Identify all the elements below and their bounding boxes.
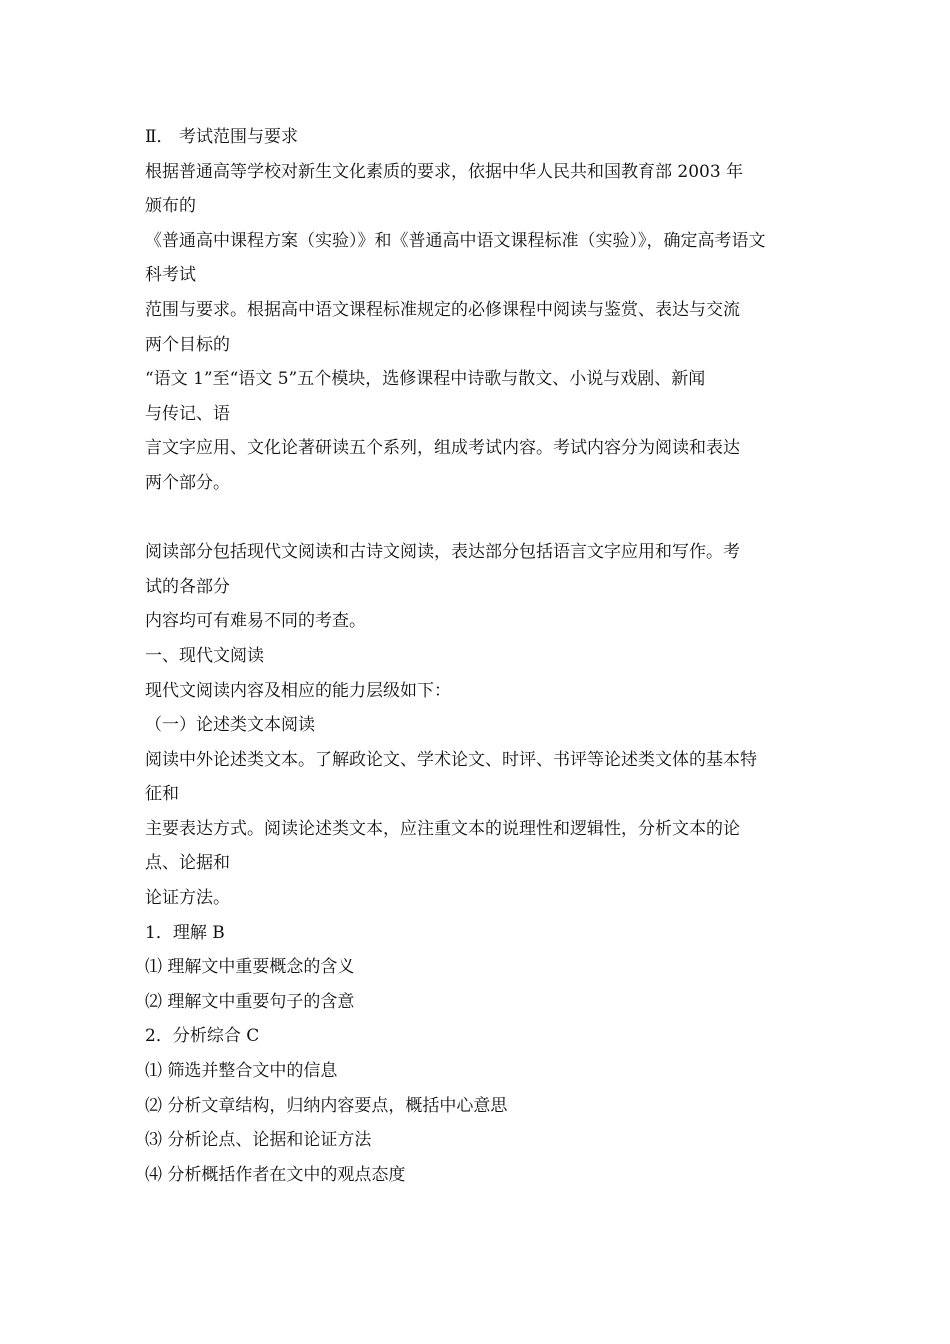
paragraph-line: 征和 <box>145 784 179 805</box>
paragraph-line: 点、论据和 <box>145 853 230 874</box>
paragraph-line: 现代文阅读内容及相应的能力层级如下： <box>145 680 451 701</box>
list-heading: 2．分析综合 C <box>145 1026 260 1047</box>
paragraph-line: 内容均可有难易不同的考查。 <box>145 611 366 632</box>
paragraph-line: 主要表达方式。阅读论述类文本，应注重文本的说理性和逻辑性，分析文本的论 <box>145 818 740 839</box>
paragraph-line: 科考试 <box>145 265 196 286</box>
subsection-heading: （一）论述类文本阅读 <box>145 715 315 736</box>
subsection-heading: 一、现代文阅读 <box>145 645 264 666</box>
paragraph-line: 根据普通高等学校对新生文化素质的要求，依据中华人民共和国教育部 2003 年 <box>145 161 744 182</box>
paragraph-line: 颁布的 <box>145 196 196 217</box>
paragraph-line: 两个目标的 <box>145 334 230 355</box>
paragraph-line: 范围与要求。根据高中语文课程标准规定的必修课程中阅读与鉴赏、表达与交流 <box>145 299 740 320</box>
paragraph-line: 言文字应用、文化论著研读五个系列，组成考试内容。考试内容分为阅读和表达 <box>145 438 740 459</box>
list-item: ⑷ 分析概括作者在文中的观点态度 <box>145 1164 406 1185</box>
list-item: ⑴ 筛选并整合文中的信息 <box>145 1061 338 1082</box>
paragraph-line: 阅读中外论述类文本。了解政论文、学术论文、时评、书评等论述类文体的基本特 <box>145 749 757 770</box>
paragraph-line: 与传记、语 <box>145 403 230 424</box>
paragraph-line: 阅读部分包括现代文阅读和古诗文阅读，表达部分包括语言文字应用和写作。考 <box>145 542 740 563</box>
paragraph-line: “语文 1”至“语文 5”五个模块，选修课程中诗歌与散文、小说与戏剧、新闻 <box>145 369 706 390</box>
document-body <box>145 120 815 1192</box>
paragraph-line: 《普通高中课程方案（实验）》和《普通高中语文课程标准（实验）》，确定高考语文 <box>145 230 766 251</box>
list-heading: 1．理解 B <box>145 922 225 943</box>
list-item: ⑴ 理解文中重要概念的含义 <box>145 957 355 978</box>
list-item: ⑵ 分析文章结构，归纳内容要点，概括中心意思 <box>145 1095 508 1116</box>
paragraph-line: 试的各部分 <box>145 576 230 597</box>
paragraph-line: 两个部分。 <box>145 472 230 493</box>
section-heading: Ⅱ． 考试范围与要求 <box>145 127 298 147</box>
list-item: ⑵ 理解文中重要句子的含意 <box>145 991 355 1012</box>
paragraph-line: 论证方法。 <box>145 888 230 909</box>
blank-line <box>145 501 815 536</box>
list-item: ⑶ 分析论点、论据和论证方法 <box>145 1130 372 1151</box>
